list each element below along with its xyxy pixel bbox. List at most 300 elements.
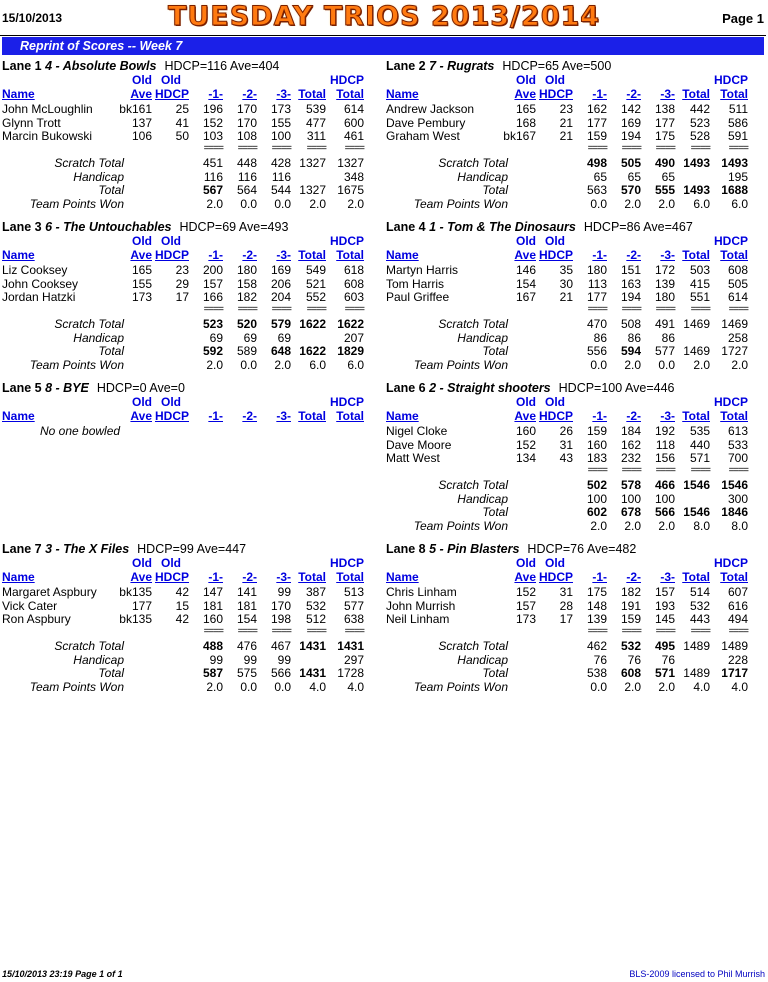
separator-line: ==== [621, 465, 641, 476]
player-old-hdcp: 23 [175, 263, 189, 277]
lane-number: Lane 7 [2, 542, 42, 556]
banner-divider [0, 35, 766, 36]
player-hdcp-total: 638 [343, 612, 364, 626]
team-average: Ave=446 [625, 381, 675, 395]
separator-line: ==== [237, 143, 257, 154]
summary-scratch-label: Scratch Total [438, 639, 508, 653]
summary-total-value: 1469 [683, 344, 710, 358]
summary-points-value: 2.0 [309, 196, 326, 211]
header-old-hdcp: Old [161, 395, 181, 409]
summary-handicap-label: Handicap [457, 652, 508, 667]
player-hdcp-total: 586 [727, 115, 748, 130]
player-game-1: 139 [586, 612, 607, 626]
lane-block [386, 542, 758, 704]
lane-title [386, 220, 693, 234]
header-g2: -2- [626, 87, 641, 101]
header-old-ave: Old [132, 234, 152, 248]
player-hdcp-total: 618 [343, 263, 364, 277]
lane-title [2, 381, 185, 395]
header-hdcp-total: HDCP [713, 395, 748, 409]
header-g1: -1- [592, 570, 607, 584]
header-name: Name [386, 248, 419, 262]
player-row [386, 129, 758, 143]
separator-line: ==== [655, 304, 675, 315]
player-old-ave: 137 [131, 115, 152, 130]
player-hdcp-total: 613 [727, 424, 748, 438]
player-hdcp-total: 603 [343, 290, 364, 304]
player-row [386, 277, 758, 291]
summary-handicap-value: 65 [661, 169, 675, 184]
player-game-1: 147 [202, 585, 223, 599]
summary-points-value: 0.0 [658, 357, 675, 372]
player-row [386, 290, 758, 304]
summary-scratch-value: 1327 [337, 156, 364, 170]
summary-scratch-value: 508 [620, 317, 641, 331]
player-name: Graham West [386, 129, 460, 143]
summary-total-value: 570 [620, 183, 641, 197]
player-game-3: 138 [654, 102, 675, 116]
team-handicap: HDCP=76 [527, 542, 585, 556]
summary-handicap-label: Handicap [457, 491, 508, 506]
player-game-1: 152 [202, 115, 223, 130]
player-total: 549 [305, 263, 326, 277]
lane-block [2, 220, 374, 382]
header-g3: -3- [660, 570, 675, 584]
player-row [2, 290, 374, 304]
header-ave: Ave [514, 570, 536, 584]
team-name: 3 - The X Files [45, 542, 130, 556]
header-total: Total [298, 570, 326, 584]
summary-total-value: 1829 [337, 344, 364, 358]
player-old-hdcp: 35 [559, 263, 573, 277]
player-hdcp-total: 614 [727, 290, 748, 304]
player-game-1: 181 [202, 598, 223, 613]
player-total: 503 [689, 263, 710, 277]
separator-line: ==== [203, 304, 223, 315]
summary-total-value: 1546 [683, 505, 710, 519]
summary-points-value: 2.0 [347, 196, 364, 211]
player-hdcp-total: 461 [343, 129, 364, 143]
player-hdcp-total: 616 [727, 598, 748, 613]
summary-scratch-value: 1431 [299, 639, 326, 653]
separator-line: ==== [587, 143, 607, 154]
separator-line: ==== [203, 626, 223, 637]
summary-total-value: 592 [202, 344, 223, 358]
separator-line: ==== [344, 304, 364, 315]
team-name: 2 - Straight shooters [429, 381, 551, 395]
summary-handicap-value: 195 [727, 169, 748, 184]
player-game-3: 204 [270, 290, 291, 304]
team-average: Ave=493 [238, 220, 289, 234]
no-bowlers-note: No one bowled [40, 424, 121, 438]
summary-total-label: Total [482, 183, 508, 197]
summary-points-value: 2.0 [658, 518, 675, 533]
lane-title [2, 220, 288, 234]
header-hdcp-total: Total [720, 248, 748, 262]
player-game-1: 160 [202, 612, 223, 626]
header-old-ave: Old [132, 556, 152, 570]
player-name: Margaret Aspbury [2, 585, 97, 599]
header-total: Total [682, 570, 710, 584]
header-g3: -3- [660, 409, 675, 423]
player-game-3: 206 [270, 276, 291, 291]
player-total: 532 [305, 598, 326, 613]
player-old-ave: bk161 [119, 102, 152, 116]
summary-points-value: 2.0 [693, 357, 710, 372]
summary-scratch-value: 579 [270, 317, 291, 331]
player-game-2: 181 [236, 598, 257, 613]
header-g3: -3- [276, 570, 291, 584]
summary-points-value: 2.0 [206, 679, 223, 694]
summary-scratch-value: 448 [236, 156, 257, 170]
summary-points-value: 6.0 [309, 357, 326, 372]
player-old-ave: 152 [515, 585, 536, 599]
summary-total-label: Total [98, 183, 124, 197]
player-old-ave: bk135 [119, 585, 152, 599]
summary-handicap-value: 76 [661, 652, 675, 667]
player-game-1: 113 [587, 276, 607, 291]
summary-points-value: 0.0 [274, 679, 291, 694]
player-old-hdcp: 26 [559, 424, 573, 438]
header-g1: -1- [208, 87, 223, 101]
report-date: 15/10/2013 [2, 11, 63, 25]
player-name: Matt West [386, 451, 440, 465]
header-hdcp-total: Total [720, 409, 748, 423]
player-hdcp-total: 505 [727, 276, 748, 291]
summary-points-value: 0.0 [590, 357, 607, 372]
separator-line: ==== [621, 143, 641, 154]
summary-points-value: 2.0 [658, 679, 675, 694]
summary-handicap-value: 297 [343, 652, 364, 667]
player-game-2: 170 [236, 115, 257, 130]
player-hdcp-total: 608 [727, 263, 748, 277]
footer-license: BLS-2009 licensed to Phil Murrish [629, 969, 765, 979]
header-name: Name [2, 409, 35, 423]
player-game-3: 155 [270, 115, 291, 130]
separator-line: ==== [728, 143, 748, 154]
summary-scratch-value: 578 [620, 478, 641, 492]
summary-handicap-value: 300 [727, 491, 748, 506]
player-game-1: 160 [586, 437, 607, 452]
player-game-1: 180 [586, 263, 607, 277]
player-total: 571 [689, 451, 710, 465]
player-total: 532 [689, 598, 710, 613]
lane-block [386, 59, 758, 221]
player-hdcp-total: 600 [343, 115, 364, 130]
summary-scratch-value: 1546 [721, 478, 748, 492]
summary-scratch-label: Scratch Total [54, 639, 124, 653]
team-handicap: HDCP=0 [96, 381, 147, 395]
summary-total-label: Total [98, 344, 124, 358]
summary-points-value: 2.0 [206, 357, 223, 372]
header-g2: -2- [626, 248, 641, 262]
player-game-1: 159 [586, 424, 607, 438]
team-name: 4 - Absolute Bowls [45, 59, 157, 73]
summary-total-value: 538 [586, 666, 607, 680]
summary-scratch-value: 502 [586, 478, 607, 492]
lane-number: Lane 3 [2, 220, 42, 234]
player-hdcp-total: 607 [727, 585, 748, 599]
player-old-hdcp: 43 [559, 451, 573, 465]
summary-scratch-value: 470 [586, 317, 607, 331]
separator-line: ==== [587, 304, 607, 315]
team-average: Ave=404 [229, 59, 280, 73]
header-total: Total [298, 409, 326, 423]
header-hdcp: HDCP [154, 248, 189, 262]
player-game-3: 193 [654, 598, 675, 613]
summary-points-value: 6.0 [693, 196, 710, 211]
player-old-hdcp: 31 [559, 437, 573, 452]
lane-title [386, 381, 675, 395]
player-old-hdcp: 21 [559, 129, 573, 143]
player-row [2, 277, 374, 291]
summary-total-value: 678 [620, 505, 641, 519]
player-old-hdcp: 21 [559, 115, 573, 130]
summary-points-value: 0.0 [240, 196, 257, 211]
player-total: 387 [305, 585, 326, 599]
player-row [2, 585, 374, 599]
player-game-2: 163 [620, 276, 641, 291]
player-total: 535 [689, 424, 710, 438]
player-game-2: 154 [236, 612, 257, 626]
team-name: 1 - Tom & The Dinosaurs [429, 220, 576, 234]
separator-line: ==== [306, 143, 326, 154]
header-old-ave: Old [516, 73, 536, 87]
header-g1: -1- [208, 409, 223, 423]
player-row [386, 451, 758, 465]
summary-total-value: 608 [620, 666, 641, 680]
summary-total-value: 571 [654, 666, 675, 680]
lane-number: Lane 2 [386, 59, 426, 73]
summary-total-value: 1675 [337, 183, 364, 197]
summary-handicap-value: 99 [209, 652, 223, 667]
summary-total-label: Total [482, 666, 508, 680]
header-old-hdcp: Old [161, 556, 181, 570]
player-total: 521 [305, 276, 326, 291]
summary-total-value: 1622 [299, 344, 326, 358]
player-row [2, 263, 374, 277]
player-game-1: 200 [202, 263, 223, 277]
summary-points-label: Team Points Won [413, 679, 508, 694]
player-game-1: 175 [586, 585, 607, 599]
lane-number: Lane 6 [386, 381, 426, 395]
lane-title [386, 542, 636, 556]
summary-points-value: 6.0 [347, 357, 364, 372]
team-average: Ave=447 [196, 542, 247, 556]
summary-scratch-value: 466 [654, 478, 675, 492]
summary-handicap-value: 86 [627, 330, 641, 345]
player-old-ave: 168 [515, 115, 536, 130]
team-handicap: HDCP=100 [558, 381, 623, 395]
summary-total-value: 648 [270, 344, 291, 358]
player-hdcp-total: 533 [727, 437, 748, 452]
summary-points-value: 2.0 [658, 196, 675, 211]
player-total: 440 [689, 437, 710, 452]
week-banner-text: Reprint of Scores -- Week 7 [20, 39, 183, 53]
header-g3: -3- [276, 409, 291, 423]
header-hdcp-total: HDCP [329, 234, 364, 248]
summary-scratch-value: 523 [202, 317, 223, 331]
player-game-2: 232 [620, 451, 641, 465]
header-ave: Ave [514, 87, 536, 101]
player-game-2: 159 [620, 612, 641, 626]
player-hdcp-total: 608 [343, 276, 364, 291]
player-game-2: 191 [620, 598, 641, 613]
header-hdcp-total: HDCP [329, 395, 364, 409]
header-hdcp-total: HDCP [329, 73, 364, 87]
summary-points-value: 2.0 [590, 518, 607, 533]
summary-points-value: 0.0 [590, 196, 607, 211]
header-old-hdcp: Old [545, 73, 565, 87]
separator-line: ==== [690, 465, 710, 476]
summary-handicap-value: 86 [661, 330, 675, 345]
lane-block [2, 381, 374, 543]
lane-block [386, 220, 758, 382]
header-g3: -3- [276, 87, 291, 101]
separator-line: ==== [728, 626, 748, 637]
header-old-hdcp: Old [545, 234, 565, 248]
player-total: 514 [689, 585, 710, 599]
separator-line: ==== [306, 304, 326, 315]
summary-total-value: 1717 [721, 666, 748, 680]
header-ave: Ave [130, 248, 152, 262]
summary-total-label: Total [98, 666, 124, 680]
summary-scratch-value: 1469 [721, 317, 748, 331]
player-row [2, 612, 374, 626]
team-handicap: HDCP=69 [179, 220, 237, 234]
player-total: 552 [305, 290, 326, 304]
separator-line: ==== [237, 304, 257, 315]
separator-line: ==== [655, 465, 675, 476]
summary-points-value: 2.0 [624, 679, 641, 694]
header-hdcp-total: HDCP [713, 234, 748, 248]
summary-handicap-label: Handicap [73, 330, 124, 345]
player-name: John Cooksey [2, 276, 79, 291]
player-total: 512 [305, 612, 326, 626]
player-row [2, 599, 374, 613]
player-game-3: 139 [654, 276, 675, 291]
player-name: John Murrish [386, 598, 456, 613]
summary-total-label: Total [482, 344, 508, 358]
summary-handicap-value: 348 [343, 169, 364, 184]
summary-scratch-value: 491 [654, 317, 675, 331]
separator-line: ==== [690, 304, 710, 315]
player-game-1: 177 [586, 290, 607, 304]
header-g3: -3- [276, 248, 291, 262]
player-game-2: 169 [620, 115, 641, 130]
header-hdcp-total: HDCP [713, 556, 748, 570]
player-old-hdcp: 21 [559, 290, 573, 304]
lane-block [386, 381, 758, 543]
summary-scratch-label: Scratch Total [438, 478, 508, 492]
player-game-3: 170 [270, 598, 291, 613]
team-average: Ave=482 [586, 542, 637, 556]
summary-handicap-value: 100 [620, 491, 641, 506]
summary-total-value: 555 [654, 183, 675, 197]
summary-handicap-value: 116 [271, 169, 291, 184]
player-name: Marcin Bukowski [2, 129, 93, 143]
separator-line: ==== [621, 304, 641, 315]
header-g2: -2- [626, 570, 641, 584]
player-old-ave: 173 [515, 612, 536, 626]
player-game-2: 194 [620, 290, 641, 304]
player-game-3: 118 [655, 437, 675, 452]
summary-points-value: 0.0 [240, 357, 257, 372]
summary-scratch-value: 495 [654, 639, 675, 653]
summary-scratch-value: 1622 [337, 317, 364, 331]
summary-handicap-value: 100 [586, 491, 607, 506]
summary-points-value: 2.0 [624, 196, 641, 211]
header-g2: -2- [242, 570, 257, 584]
summary-handicap-label: Handicap [73, 169, 124, 184]
header-old-ave: Old [132, 73, 152, 87]
lane-number: Lane 8 [386, 542, 426, 556]
team-name: 7 - Rugrats [429, 59, 495, 73]
summary-scratch-value: 488 [202, 639, 223, 653]
player-total: 311 [306, 129, 326, 143]
player-game-3: 172 [654, 263, 675, 277]
player-game-3: 180 [654, 290, 675, 304]
player-row [386, 438, 758, 452]
summary-total-value: 566 [270, 666, 291, 680]
player-name: Vick Cater [2, 598, 58, 613]
header-total: Total [682, 248, 710, 262]
header-total: Total [298, 87, 326, 101]
team-name: 8 - BYE [45, 381, 89, 395]
header-hdcp-total: Total [336, 570, 364, 584]
player-old-hdcp: 17 [559, 612, 573, 626]
header-hdcp: HDCP [154, 409, 189, 423]
player-name: Dave Moore [386, 437, 452, 452]
summary-scratch-value: 428 [270, 156, 291, 170]
summary-scratch-value: 1546 [683, 478, 710, 492]
summary-total-value: 563 [586, 183, 607, 197]
summary-total-value: 602 [586, 505, 607, 519]
header-g1: -1- [592, 87, 607, 101]
summary-handicap-value: 116 [237, 169, 257, 184]
header-old-ave: Old [516, 234, 536, 248]
summary-handicap-value: 69 [277, 330, 291, 345]
separator-line: ==== [728, 304, 748, 315]
player-old-ave: 106 [131, 129, 152, 143]
summary-handicap-value: 69 [209, 330, 223, 345]
summary-scratch-value: 1493 [683, 156, 710, 170]
header-total: Total [682, 409, 710, 423]
summary-scratch-value: 520 [236, 317, 257, 331]
player-name: Jordan Hatzki [2, 290, 76, 304]
header-hdcp-total: Total [336, 248, 364, 262]
summary-points-label: Team Points Won [413, 357, 508, 372]
summary-scratch-value: 1493 [721, 156, 748, 170]
player-old-hdcp: 15 [175, 598, 189, 613]
page-number: Page 1 [722, 11, 764, 26]
player-name: Liz Cooksey [2, 263, 68, 277]
summary-total-label: Total [482, 505, 508, 519]
summary-scratch-value: 490 [654, 156, 675, 170]
summary-handicap-value: 76 [627, 652, 641, 667]
player-game-1: 177 [586, 115, 607, 130]
summary-handicap-value: 228 [727, 652, 748, 667]
player-game-1: 166 [202, 290, 223, 304]
team-name: 6 - The Untouchables [45, 220, 172, 234]
player-name: John McLoughlin [2, 102, 93, 116]
player-game-3: 100 [270, 129, 291, 143]
player-game-2: 158 [236, 276, 257, 291]
player-old-hdcp: 31 [559, 585, 573, 599]
player-total: 442 [689, 102, 710, 116]
player-hdcp-total: 513 [343, 585, 364, 599]
summary-total-value: 566 [654, 505, 675, 519]
